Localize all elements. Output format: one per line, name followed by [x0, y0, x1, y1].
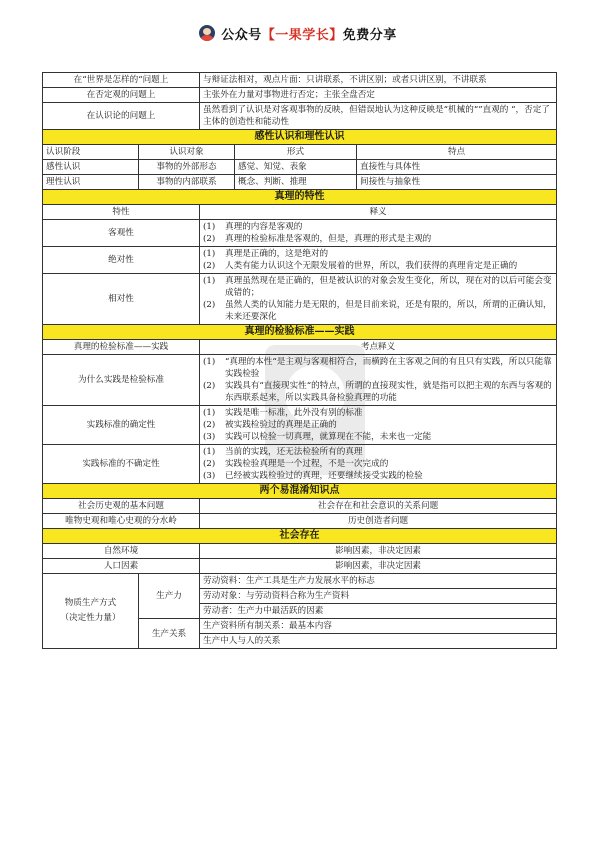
column-header: 认识对象 — [139, 145, 235, 160]
perceptual-header-row — [43, 145, 557, 160]
table-cell: 人口因素 — [43, 559, 200, 574]
practice-header-row — [43, 340, 557, 355]
table-row — [43, 247, 557, 274]
table-cell: 影响因素，非决定因素 — [200, 544, 557, 559]
table-cell: 劳动者：生产力中最活跃的因素 — [200, 604, 557, 619]
table-cell: 唯物史观和唯心史观的分水岭 — [43, 514, 200, 529]
table-row — [43, 574, 557, 589]
table-row — [43, 544, 557, 559]
intro-text: 与辩证法相对，观点片面：只讲联系，不讲区别；或者只讲区别，不讲联系 — [200, 73, 557, 88]
intro-label: 在否定观的问题上 — [43, 88, 200, 103]
table-cell: 生产中人与人的关系 — [200, 634, 557, 649]
truth-desc: (1) 真理虽然现在是正确的，但是被认识的对象会发生变化，所以，现在对的以后可能会变成错的； (2) 虽然人类的认知能力是无限的，但是目前来说，还是有限的，所以，所谓的正确认知，未来还要深化 — [200, 274, 557, 325]
productive-force-label: 生产力 — [139, 574, 200, 619]
notes-table — [42, 72, 557, 649]
column-header: 认识阶段 — [43, 145, 139, 160]
table-row — [43, 406, 557, 445]
table-cell: 直接性与具体性 — [357, 160, 557, 175]
column-header: 形式 — [235, 145, 357, 160]
intro-text: 虽然看到了认识是对客观事物的反映，但错误地认为这种反映是“机械的“”直观的 “，否定了主体的创造性和能动性 — [200, 103, 557, 130]
practice-desc: (1) 当前的实践，还无法检验所有的真理 (2) 实践检验真理是一个过程，不是一次完成的 (3) 已经被实践检验过的真理，还要继续接受实践的检验 — [200, 445, 557, 484]
table-cell: 劳动资料：生产工具是生产力发展水平的标志 — [200, 574, 557, 589]
intro-row — [43, 73, 557, 88]
table-row — [43, 355, 557, 406]
section-title-truth: 真理的特性 — [43, 190, 557, 205]
section-title-social: 社会存在 — [43, 529, 557, 544]
table-row — [43, 160, 557, 175]
truth-label: 相对性 — [43, 274, 200, 325]
table-row — [43, 175, 557, 190]
column-header: 特点 — [357, 145, 557, 160]
section-title-perceptual: 感性认识和理性认识 — [43, 130, 557, 145]
production-mode-label: 物质生产方式 （决定性力量） — [43, 574, 139, 649]
intro-row — [43, 103, 557, 130]
document-body — [42, 72, 556, 649]
table-cell: 事物的外部形态 — [139, 160, 235, 175]
table-cell: 社会存在和社会意识的关系问题 — [200, 499, 557, 514]
intro-row — [43, 88, 557, 103]
header-title: 公众号【一果学长】免费分享 — [221, 27, 397, 43]
table-cell: 概念、判断、推理 — [235, 175, 357, 190]
intro-label: 在认识论的问题上 — [43, 103, 200, 130]
table-cell: 事物的内部联系 — [139, 175, 235, 190]
table-row — [43, 559, 557, 574]
table-cell: 间接性与抽象性 — [357, 175, 557, 190]
table-cell: 感觉、知觉、表象 — [235, 160, 357, 175]
section-title-confusing: 两个易混淆知识点 — [43, 484, 557, 499]
practice-desc: (1) “真理的本性“是主观与客观相符合，而横跨在主客观之间的有且只有实践，所以只能靠实践检验 (2) 实践具有“直接现实性“的特点，所谓的直接现实性，就是指可以把主观的东西与客观的东西联系起来，所以实践具备检验真理的功能 — [200, 355, 557, 406]
column-header: 真理的检验标准——实践 — [43, 340, 200, 355]
page-header — [0, 22, 596, 44]
practice-label: 实践标准的确定性 — [43, 406, 200, 445]
table-cell: 理性认识 — [43, 175, 139, 190]
column-header: 释义 — [200, 205, 557, 220]
intro-label: 在“世界是怎样的“问题上 — [43, 73, 200, 88]
table-row — [43, 220, 557, 247]
intro-text: 主张外在力量对事物进行否定；主张全盘否定 — [200, 88, 557, 103]
section-title-practice: 真理的检验标准——实践 — [43, 325, 557, 340]
truth-label: 绝对性 — [43, 247, 200, 274]
truth-desc: (1) 真理是正确的，这是绝对的 (2) 人类有能力认识这个无限发展着的世界，所以，我们获得的真理肯定是正确的 — [200, 247, 557, 274]
truth-label: 客观性 — [43, 220, 200, 247]
table-cell: 自然环境 — [43, 544, 200, 559]
truth-desc: (1) 真理的内容是客观的 (2) 真理的检验标准是客观的，但是，真理的形式是主观的 — [200, 220, 557, 247]
table-row — [43, 445, 557, 484]
truth-header-row — [43, 205, 557, 220]
column-header: 特性 — [43, 205, 200, 220]
production-relation-label: 生产关系 — [139, 619, 200, 649]
table-cell: 生产资料所有制关系：最基本内容 — [200, 619, 557, 634]
practice-label: 实践标准的不确定性 — [43, 445, 200, 484]
column-header: 考点释义 — [200, 340, 557, 355]
practice-label: 为什么实践是检验标准 — [43, 355, 200, 406]
table-cell: 社会历史观的基本问题 — [43, 499, 200, 514]
table-row — [43, 514, 557, 529]
table-row — [43, 274, 557, 325]
table-cell: 历史创造者问题 — [200, 514, 557, 529]
table-row — [43, 499, 557, 514]
table-cell: 感性认识 — [43, 160, 139, 175]
table-cell: 劳动对象：与劳动资料合称为生产资料 — [200, 589, 557, 604]
table-cell: 影响因素，非决定因素 — [200, 559, 557, 574]
practice-desc: (1) 实践是唯一标准，此外没有别的标准 (2) 被实践检验过的真理是正确的 (3) 实践可以检验一切真理，就算现在不能，未来也一定能 — [200, 406, 557, 445]
avatar-logo-icon — [199, 25, 215, 41]
